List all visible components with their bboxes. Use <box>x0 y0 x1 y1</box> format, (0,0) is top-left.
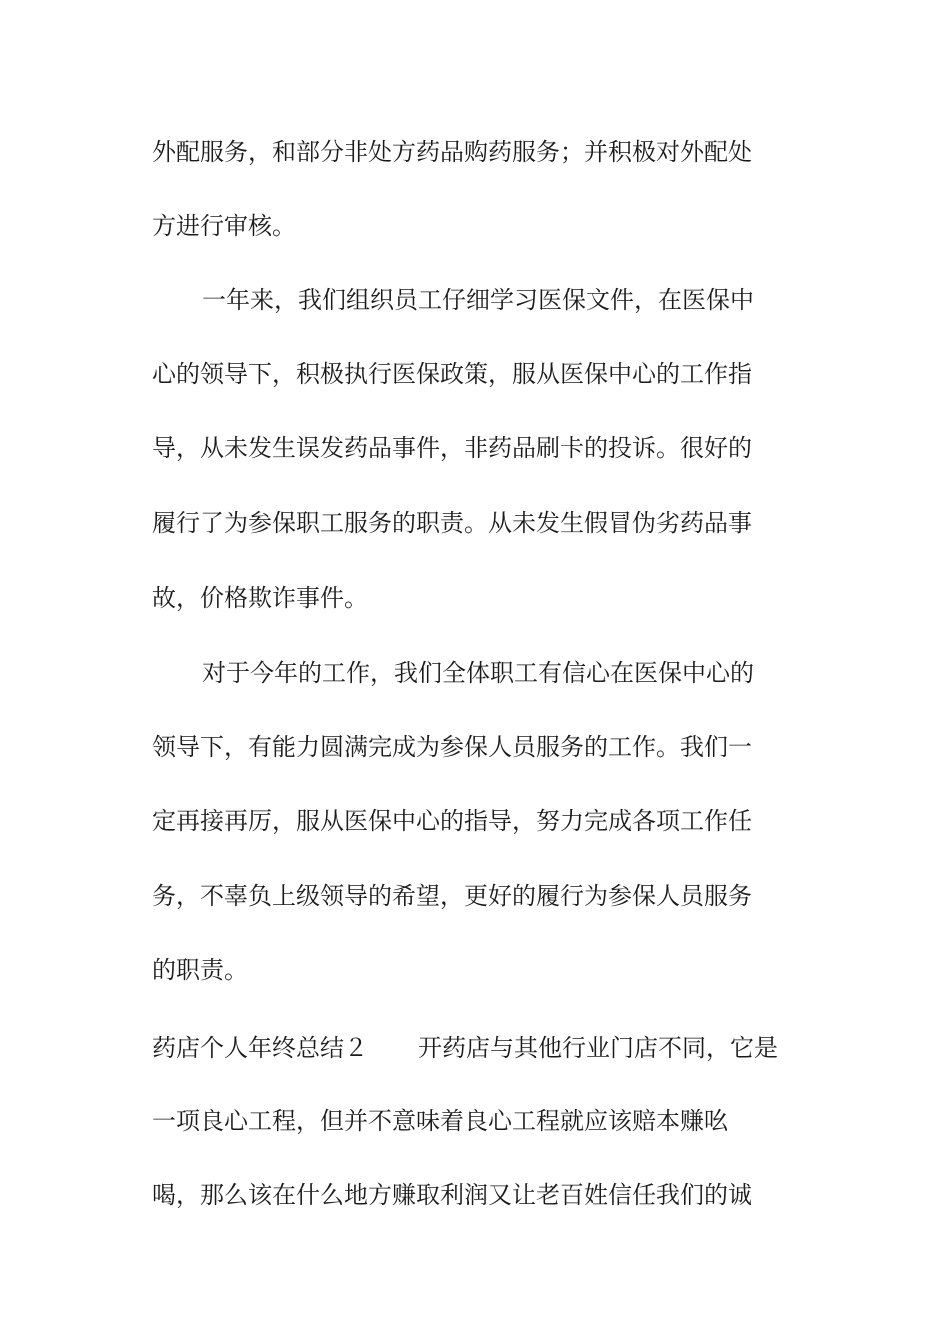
paragraph-line: 一年来，我们组织员工仔细学习医保文件，在医保中 <box>202 286 754 314</box>
paragraph-line: 心的领导下，积极执行医保政策，服从医保中心的工作指 <box>152 360 752 388</box>
paragraph-line: 对于今年的工作，我们全体职工有信心在医保中心的 <box>202 659 754 687</box>
paragraph-line: 的职责。 <box>152 956 248 984</box>
paragraph-line: 方进行审核。 <box>152 212 296 240</box>
paragraph-line: 喝，那么该在什么地方赚取利润又让老百姓信任我们的诚 <box>152 1181 752 1209</box>
paragraph-line: 履行了为参保职工服务的职责。从未发生假冒伪劣药品事 <box>152 509 752 537</box>
paragraph-line: 导，从未发生误发药品事件，非药品刷卡的投诉。很好的 <box>152 434 752 462</box>
section-heading: 药店个人年终总结２ <box>152 1034 368 1062</box>
paragraph-line: 务，不辜负上级领导的希望，更好的履行为参保人员服务 <box>152 882 752 910</box>
paragraph-line: 领导下，有能力圆满完成为参保人员服务的工作。我们一 <box>152 733 752 761</box>
section-heading-line <box>152 1033 832 1063</box>
section-heading-continuation: 开药店与其他行业门店不同，它是 <box>418 1034 778 1062</box>
paragraph-line: 外配服务，和部分非处方药品购药服务；并积极对外配处 <box>152 138 752 166</box>
paragraph-line: 定再接再厉，服从医保中心的指导，努力完成各项工作任 <box>152 807 752 835</box>
paragraph-line: 故，价格欺诈事件。 <box>152 584 368 612</box>
paragraph-line: 一项良心工程，但并不意味着良心工程就应该赔本赚吆 <box>152 1107 728 1135</box>
